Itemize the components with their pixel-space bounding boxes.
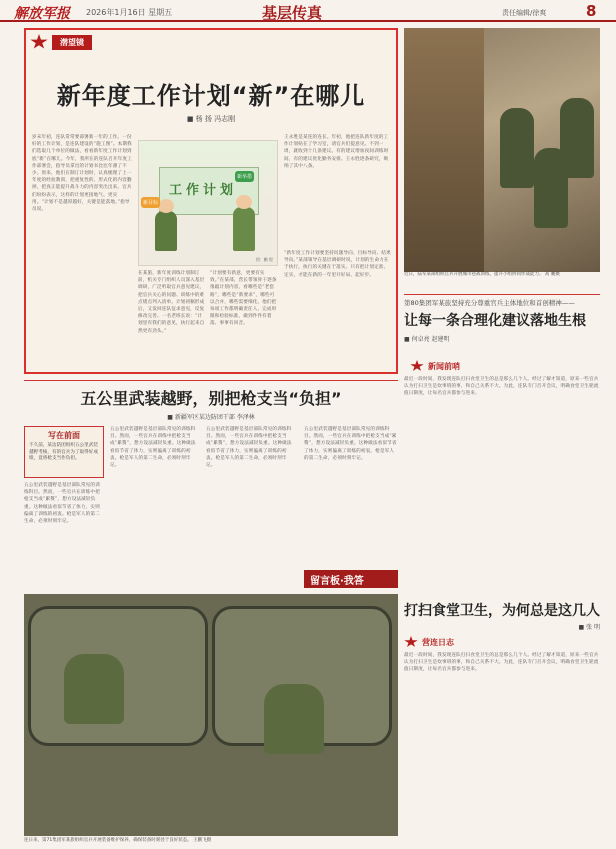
- feature-byline: ■ 杨 扬 冯志刚: [186, 115, 236, 123]
- column-name: 潜望镜: [52, 35, 92, 50]
- maintenance-photo: [24, 594, 398, 836]
- article-column-5: “新年度工作计划要坚持问题导向、目标导向、结果导向。”某部领导在基层调研时说，计划的生命力在于执行，执行的关键在于落实。只有把计划定准、定实，才能在新的一年里开好局、起好步。: [284, 251, 391, 278]
- feature-headline: 新年度工作计划“新”在哪儿: [56, 82, 366, 110]
- story3-col-1: 五公里武装越野是基层部队常见的训练科目。然而，一些官兵在训练中把枪支当成“累赘”，想方设法减轻负重。这种做法看似节省了体力，实则偏离了训练的初衷。枪是军人的第二生命，必须时刻牢记。: [24, 483, 100, 525]
- cartoon-credit: 图：鹏 程: [255, 257, 273, 262]
- article-column-3: “计划要有新意，更要有实效。”在某部，营长带领骨干逐条推敲计划内容，看哪些是“老套路”，哪些是“新要求”，哪些可以合并，哪些需要细化。他们把每项工作都明确责任人、完成时限和检验标准，做到件件有着落、事事有回音。: [210, 271, 277, 327]
- star-icon: [410, 360, 424, 372]
- star-icon: [30, 34, 48, 50]
- cartoon-illustration: [138, 140, 278, 266]
- story2-subhead: 第80集团军某旅坚持充分尊重官兵主体地位和首创精神——: [404, 299, 575, 307]
- page-number: 8: [586, 2, 597, 20]
- section-title: 基层传真: [262, 4, 323, 22]
- story4-headline: 打扫食堂卫生，为何总是这几人: [404, 603, 600, 619]
- message-board-bar: 留言板·我答: [304, 570, 398, 588]
- feature-article: [24, 28, 398, 374]
- soldier-figure: [560, 98, 594, 178]
- cartoon-soldier-left: [155, 211, 177, 251]
- article-column-4: 王永胜是某连的连长。年初，他把连队新年度的工作计划贴在了学习室，请官兵们提意见。不到一周，就收到十几条建议。有的建议增加夜间训练时间，有的建议优化勤务安排。王永胜逐条研究，吸纳了其中八条。: [284, 135, 389, 169]
- column-header: [30, 34, 92, 50]
- cartoon-tag-left: 新目标: [141, 197, 160, 208]
- issue-date: 2026年1月16日 星期五: [86, 8, 173, 17]
- story3-col-4: 五公里武装越野是基层部队常见的训练科目。然而，一些官兵在训练中把枪支当成“累赘”，想方设法减轻负重。这种做法看似节省了体力，实则偏离了训练的初衷。枪是军人的第二生命，必须时刻牢记。: [304, 427, 397, 461]
- story2-byline: ■ 何卓亮 赵建明: [404, 336, 450, 343]
- story2-body: 最近一段时间，我发现连队打扫食堂卫生的总是那么几个人。经过了解才知道，原来一些官兵认为打扫卫生是炊事班的事，和自己关系不大。为此，连队专门召开会议，明确食堂卫生轮流值日制度，让每名官兵都参与进来。: [404, 377, 599, 397]
- soldier-figure: [64, 654, 124, 724]
- write-in-front-box: [24, 426, 104, 478]
- camp-diary-label: 营连日志: [404, 636, 454, 648]
- story3-col-2: 五公里武装越野是基层部队常见的训练科目。然而，一些官兵在训练中把枪支当成“累赘”，想方设法减轻负重。这种做法看似节省了体力，实则偏离了训练的初衷。枪是军人的第二生命，必须时刻牢记。: [110, 427, 196, 469]
- story3-byline: ■ 新疆军区某边防团干部 李泽林: [167, 414, 255, 421]
- masthead: [0, 0, 616, 22]
- article-column-1: 岁末年初，连队常常要部署新一年的工作。一份好的工作计划，是连队建设的“施工图”。本期我们选取几个单位的做法，看看新年度工作计划到底“新”在哪儿。今年，我所在的连队召开年度工作部署会，指导员拿出的计划书比往年薄了不少。原来，他们在制订计划时，认真梳理了上一年度的经验教训，把重复性的、形式化的内容删掉，把真正能提升战斗力的内容突出出来。官兵们纷纷表示，这样的计划更接地气、更实用。“计划不是越厚越好，关键是能落地。”指导员说。: [32, 135, 132, 213]
- training-photo-caption: 近日，陆军某部组织官兵开展城市巷战训练，提升小组协同作战能力。 高 鹏摄: [404, 272, 560, 277]
- story4-byline: ■ 张 明: [578, 624, 600, 631]
- story4-body: 最近一段时间，我发现连队打扫食堂卫生的总是那么几个人。经过了解才知道，原来一些官兵认为打扫卫生是炊事班的事，和自己关系不大。为此，连队专门召开会议，明确食堂卫生轮流值日制度，让每名官兵都参与进来。: [404, 653, 599, 673]
- calendar-text: 工作计划: [169, 183, 238, 198]
- write-in-front-title: 写在前面: [48, 431, 80, 440]
- newspaper-logo: 解放军报: [14, 6, 70, 22]
- write-in-front-text: 不久前，某边防团组织五公里武装越野考核，有的官兵为了取得好成绩，竟将枪支当作负担。: [29, 443, 98, 462]
- cartoon-tag-right: 新举措: [235, 171, 254, 182]
- cartoon-soldier-right: [233, 207, 255, 251]
- soldier-figure: [264, 684, 324, 754]
- story3-col-3: 五公里武装越野是基层部队常见的训练科目。然而，一些官兵在训练中把枪支当成“累赘”，想方设法减轻负重。这种做法看似节省了体力，实则偏离了训练的初衷。枪是军人的第二生命，必须时刻牢记。: [206, 427, 292, 469]
- article-column-2: 在某旅，新年度训练计划制订前，机关专门组织人员深入基层调研，广泛听取官兵意见建议，把官兵关心的问题、训练中的难点堵点列入清单。计划初稿形成后，又发回连队征求意见，反复修改完善。一名老班长说：“计划里有我们的意见，执行起来自然更有劲头。”: [138, 271, 205, 334]
- story2-headline: 让每一条合理化建议落地生根: [404, 313, 586, 329]
- maintenance-photo-caption: 连日来，第71集团军某旅组织官兵开展装备维护保养，确保装备时刻处于良好状态。 王鹏飞摄: [24, 838, 212, 843]
- editor-credit: 责任编辑/徐爽: [502, 9, 547, 17]
- story3-headline: 五公里武装越野，别把枪支当“负担”: [80, 389, 342, 408]
- training-photo: [404, 28, 600, 272]
- star-icon: [404, 636, 418, 648]
- news-section-label: 新闻前哨: [410, 360, 460, 372]
- soldier-figure: [500, 108, 534, 188]
